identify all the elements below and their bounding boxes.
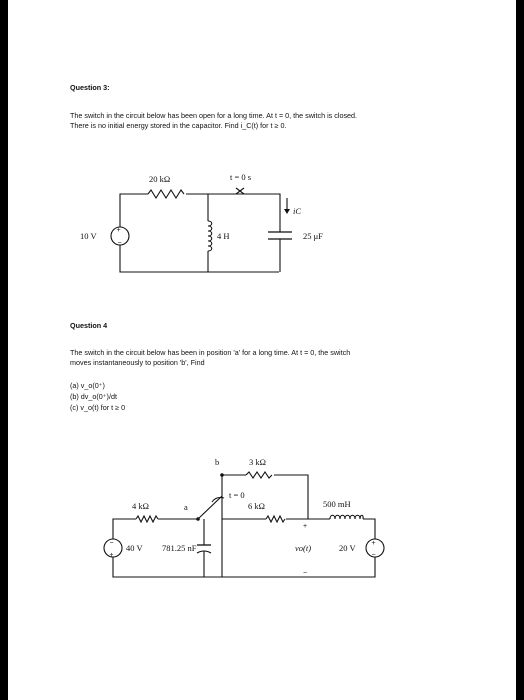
q3-current-label: iC — [293, 206, 302, 216]
q4-resistor-6k — [266, 516, 285, 522]
q4-right-voltage-source — [366, 539, 384, 559]
q3-inductor-label: 4 H — [217, 231, 230, 241]
q4-item-c: (c) v_o(t) for t ≥ 0 — [70, 403, 126, 412]
q4-switch — [198, 473, 224, 519]
q4-left-voltage-source — [104, 539, 122, 559]
q3-resistor-label: 20 kΩ — [149, 174, 171, 184]
q4-capacitor-label: 781.25 nF — [162, 543, 197, 553]
q4-circuit — [8, 0, 516, 700]
q4-vo-label: vo(t) — [295, 543, 312, 553]
q4-text-line1: The switch in the circuit below has been in position 'a' for a long time. At t = 0, the switch — [70, 348, 351, 357]
q4-item-a: (a) v_o(0⁺) — [70, 381, 105, 390]
q4-text-line2: moves instantaneously to position 'b', Find — [70, 358, 205, 367]
q3-heading: Question 3: — [70, 83, 110, 92]
document-page — [8, 0, 516, 700]
q4-node-a-label: a — [184, 502, 188, 512]
svg-text:−: − — [109, 540, 114, 547]
svg-text:+: + — [116, 227, 121, 234]
q4-resistor-4k-label: 4 kΩ — [132, 501, 149, 511]
q3-text-line1: The switch in the circuit below has been open for a long time. At t = 0, the switch is closed. — [70, 111, 358, 120]
q4-right-source-label: 20 V — [339, 543, 356, 553]
q4-switch-label: t = 0 — [229, 490, 245, 500]
q4-node-b-label: b — [215, 457, 220, 467]
q4-vo-minus: − — [303, 570, 308, 577]
q4-left-source-label: 40 V — [126, 543, 143, 553]
svg-text:+: + — [371, 540, 376, 547]
svg-text:+: + — [109, 552, 114, 559]
q4-resistor-4k — [136, 516, 158, 522]
q4-resistor-6k-label: 6 kΩ — [248, 501, 265, 511]
q4-item-b: (b) dv_o(0⁺)/dt — [70, 392, 117, 401]
q4-inductor-label: 500 mH — [323, 499, 351, 509]
q3-text-line2: There is no initial energy stored in the capacitor. Find i_C(t) for t ≥ 0. — [70, 121, 287, 130]
q3-source-label: 10 V — [80, 231, 97, 241]
q4-resistor-3k — [246, 472, 272, 478]
svg-text:−: − — [117, 240, 122, 247]
q3-switch-label: t = 0 s — [230, 172, 252, 182]
q4-resistor-3k-label: 3 kΩ — [249, 457, 266, 467]
svg-text:−: − — [371, 552, 376, 559]
q4-inductor — [330, 515, 363, 519]
q3-capacitor-label: 25 μF — [303, 231, 323, 241]
q4-vo-plus: + — [303, 523, 308, 530]
q4-heading: Question 4 — [70, 321, 108, 330]
